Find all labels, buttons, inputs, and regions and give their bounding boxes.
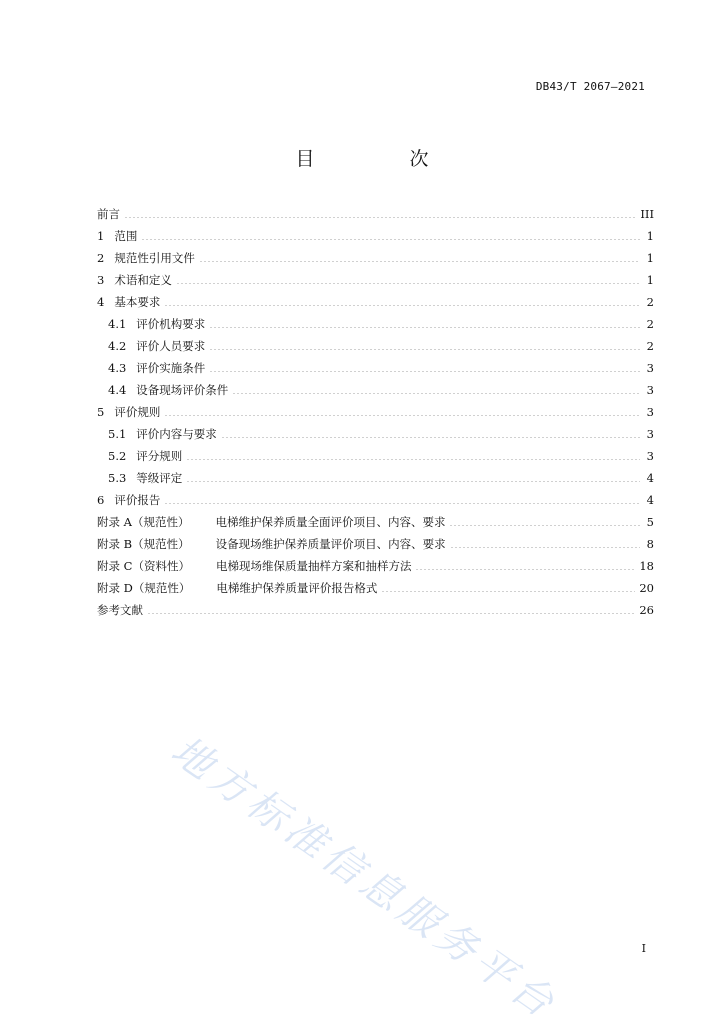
toc-entry[interactable] (97, 599, 654, 621)
toc-entry-label: 附录 D（规范性） (97, 581, 191, 595)
toc-entry-page: 3 (646, 383, 654, 397)
toc-entry-label: 评价规则 (114, 405, 161, 419)
toc-entry-page: 3 (646, 361, 654, 375)
toc-entry-page: 1 (646, 251, 654, 265)
toc-entry-label: 术语和定义 (114, 273, 172, 287)
toc-entry-number: 4.3 (108, 361, 127, 375)
toc-dot-leader (209, 371, 640, 372)
toc-entry-page: 26 (639, 603, 654, 617)
toc-entry-number: 5.1 (108, 427, 127, 441)
toc-entry-subtitle: 电梯维护保养质量全面评价项目、内容、要求 (215, 515, 446, 529)
toc-entry-page: 3 (646, 405, 654, 419)
toc-dot-leader (186, 459, 640, 460)
toc-dot-leader (199, 261, 640, 262)
toc-entry-page: 3 (646, 427, 654, 441)
toc-entry-page: 5 (646, 515, 654, 529)
toc-entry[interactable] (97, 291, 654, 313)
toc-entry[interactable] (97, 379, 654, 401)
toc-entry-page: 4 (646, 471, 654, 485)
toc-entry-label: 评价机构要求 (136, 317, 206, 331)
toc-entry-page: 2 (646, 339, 654, 353)
toc-dot-leader (147, 613, 635, 614)
toc-entry[interactable] (97, 533, 654, 555)
toc-entry-page: 4 (646, 493, 654, 507)
toc-entry-number: 2 (97, 251, 105, 265)
toc-entry[interactable] (97, 313, 654, 335)
toc-dot-leader (124, 217, 636, 218)
page-title: 目 次 (295, 148, 467, 170)
toc-dot-leader (221, 437, 640, 438)
toc-entry-page: 8 (646, 537, 654, 551)
toc-entry-label: 前言 (97, 207, 120, 221)
toc-entry-label: 等级评定 (136, 471, 183, 485)
toc-entry-label: 附录 B（规范性） (97, 537, 190, 551)
toc-entry-number: 4.1 (108, 317, 127, 331)
toc-entry-label: 评价内容与要求 (136, 427, 217, 441)
toc-entry-label: 评价实施条件 (136, 361, 206, 375)
toc-entry[interactable] (97, 489, 654, 511)
toc-entry[interactable] (97, 269, 654, 291)
toc-entry-subtitle: 设备现场维护保养质量评价项目、内容、要求 (215, 537, 446, 551)
toc-entry[interactable] (97, 335, 654, 357)
toc-entry-page: 3 (646, 449, 654, 463)
toc-dot-leader (164, 415, 640, 416)
toc-entry[interactable] (97, 357, 654, 379)
toc-entry-number: 6 (97, 493, 105, 507)
toc-entry-page: 1 (646, 229, 654, 243)
toc-entry[interactable] (97, 401, 654, 423)
toc-dot-leader (164, 503, 640, 504)
toc-entry-number: 4.2 (108, 339, 127, 353)
toc-entry-number: 4.4 (108, 383, 127, 397)
toc-entry[interactable] (97, 555, 654, 577)
toc-entry-number: 1 (97, 229, 105, 243)
toc-entry-label: 附录 A（规范性） (97, 515, 190, 529)
standard-code: DB43/T 2067—2021 (535, 80, 645, 93)
toc-dot-leader (209, 349, 640, 350)
toc-dot-leader (176, 283, 640, 284)
toc-entry-label: 附录 C（资料性） (97, 559, 190, 573)
watermark: 地方标准信息服务平台 (162, 727, 566, 1030)
toc-entry-subtitle: 电梯维护保养质量评价报告格式 (216, 581, 378, 595)
toc-entry[interactable] (97, 203, 654, 225)
toc-entry-number: 5.3 (108, 471, 127, 485)
toc-entry[interactable] (97, 511, 654, 533)
toc-entry-label: 范围 (114, 229, 138, 243)
toc-entry-page: 2 (646, 295, 654, 309)
toc-entry-label: 规范性引用文件 (114, 251, 195, 265)
toc-dot-leader (209, 327, 640, 328)
toc-entry-label: 基本要求 (114, 295, 161, 309)
toc-entry-number: 5 (97, 405, 105, 419)
toc-entry-number: 4 (97, 295, 105, 309)
toc-entry-page: 18 (639, 559, 654, 573)
toc-entry-page: 1 (646, 273, 654, 287)
toc-entry-page: 2 (646, 317, 654, 331)
toc-dot-leader (449, 525, 640, 526)
toc-entry-subtitle: 电梯现场维保质量抽样方案和抽样方法 (215, 559, 412, 573)
toc-entry-label: 评分规则 (136, 449, 183, 463)
toc-dot-leader (141, 239, 640, 240)
toc-entry-page: 20 (639, 581, 654, 595)
toc-dot-leader (381, 591, 635, 592)
toc-dot-leader (415, 569, 635, 570)
toc-entry-label: 评价报告 (114, 493, 161, 507)
toc-dot-leader (450, 547, 640, 548)
toc-entry[interactable] (97, 247, 654, 269)
toc-entry[interactable] (97, 577, 654, 599)
toc-entry-label: 参考文献 (97, 603, 143, 617)
toc-entry-label: 设备现场评价条件 (136, 383, 229, 397)
toc-entry[interactable] (97, 423, 654, 445)
toc-entry-number: 3 (97, 273, 105, 287)
toc-dot-leader (186, 481, 640, 482)
toc-entry-label: 评价人员要求 (136, 339, 206, 353)
toc-entry[interactable] (97, 225, 654, 247)
table-of-contents (97, 203, 654, 621)
toc-entry[interactable] (97, 445, 654, 467)
toc-dot-leader (164, 305, 640, 306)
toc-entry-page: III (640, 207, 654, 221)
toc-entry-number: 5.2 (108, 449, 127, 463)
toc-dot-leader (232, 393, 640, 394)
toc-entry[interactable] (97, 467, 654, 489)
page-number: I (641, 942, 646, 955)
